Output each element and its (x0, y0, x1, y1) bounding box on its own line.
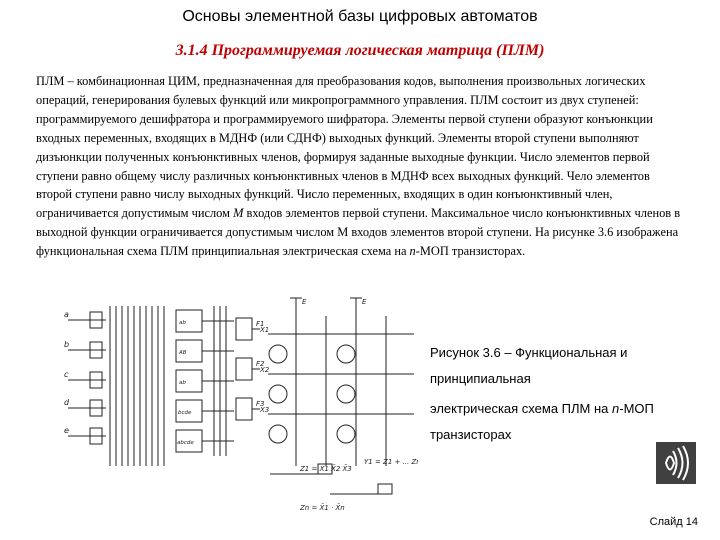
inverters (90, 312, 102, 444)
equation-z1: Z1 = X̄1 X̄2 X̄3 (300, 465, 352, 473)
caption-line-3 (430, 396, 680, 422)
input-lines (68, 320, 106, 436)
caption-line-2: принципиальная (430, 371, 531, 386)
caption-line-4: транзисторах (430, 427, 512, 442)
caption-variable-n: n (612, 401, 620, 416)
voltage-label-2: E (362, 298, 367, 306)
equation-y1: Y1 = Z1 + ... Zn (364, 458, 418, 466)
gate-label-2: AB (179, 350, 187, 356)
variable-M: M (233, 206, 244, 221)
gate-label-3: ab (179, 380, 186, 386)
pla-schematic (64, 296, 418, 528)
input-label-e: e (64, 426, 69, 435)
slide-header: Основы элементной базы цифровых автоматов (182, 8, 538, 25)
input-label-c: c (64, 370, 69, 379)
body-paragraph (36, 72, 686, 261)
and-to-or-lines (202, 306, 234, 456)
figure-caption (430, 340, 680, 448)
caption-line-1: Рисунок 3.6 – Функциональная и (430, 345, 628, 360)
gate-label-1: ab (179, 320, 186, 326)
output-label-f2: F2 (256, 360, 265, 368)
slide-number: Слайд 14 (649, 516, 698, 528)
gate-label-4: bcde (178, 410, 192, 416)
sound-icon[interactable] (656, 442, 696, 484)
output-label-f3: F3 (256, 400, 265, 408)
body-text-part-1: ПЛМ – комбинационная ЦИМ, предназначенная для преобразования кодов, выполнения произвольных логических операций, генерирования булевых функций или микропрограммного управления. ПЛМ состоит из двух ступеней: программируемого дешифратора и программируемого шифратора. Элементы первой ступени образуют конъюнкции входных переменных, входящих в МДНФ (или СДНФ) выходных функций. Элементы второй ступени выполняют дизъюнкции полученных конъюнктивных членов, формируя заданные выходные функции. Число элементов первой ступени равно общему числу различных конъюнктивных членов в МДНФ всех выходных функций. Чело элементов второй ступени равно числу выходных функций. Число переменных, входящих в один конъюнктивный член, ограничивается допустимым числом (36, 74, 653, 221)
input-label-b: b (64, 340, 70, 349)
sound-icon-graphic (656, 442, 696, 484)
x-label-2: X2 (260, 366, 270, 374)
voltage-label-1: E (302, 298, 307, 306)
output-label-f1: F1 (256, 320, 265, 328)
equation-zn: Zn = X̄1 · X̄n (300, 504, 345, 512)
variable-n: n (409, 244, 416, 259)
pla-figure (64, 296, 418, 528)
caption-line-3-b: -МОП (619, 401, 654, 416)
caption-line-3-a: электрическая схема ПЛМ на (430, 401, 612, 416)
x-label-1: X1 (260, 326, 270, 334)
input-bus (110, 306, 164, 466)
input-label-a: a (64, 310, 69, 319)
input-label-d: d (64, 398, 70, 407)
gate-label-5: abcde (177, 440, 194, 446)
body-text-part-3: -МОП транзисторах. (415, 244, 526, 259)
x-label-3: X3 (260, 406, 270, 414)
body-text-part-2: входов элементов первой ступени. Максимальное число конъюнктивных членов в выходной функции ограничивается допустимым числом М входов элементов второй ступени. На рисунке 3.6 изображена функциональная схема ПЛМ принципиальная электрическая схема на (36, 206, 681, 259)
section-title: 3.1.4 Программируемая логическая матрица (ПЛМ) (175, 42, 545, 59)
